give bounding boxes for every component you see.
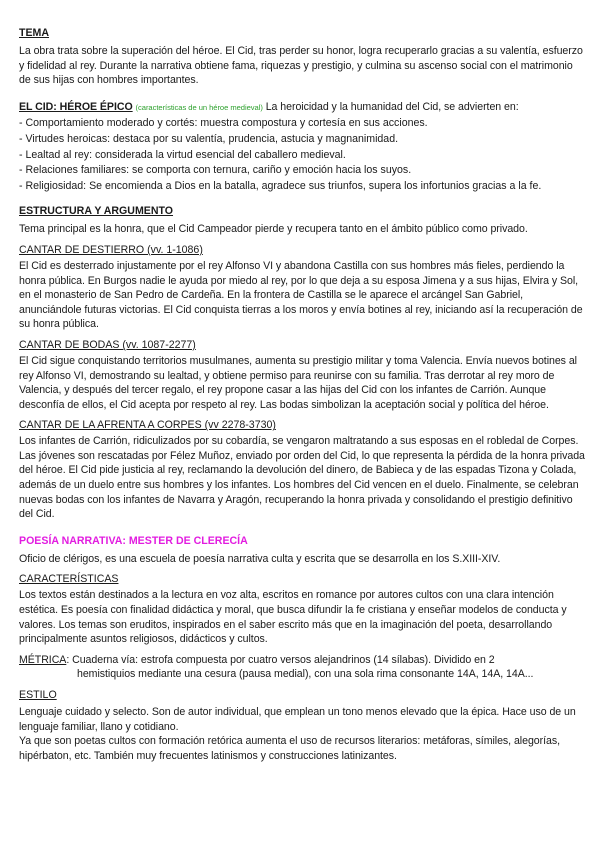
metrica-line-2: hemistiquios mediante una cesura (pausa medial), con una sola rima consonante 14A, 14A, 14A... <box>77 668 534 681</box>
mester-heading: POESÍA NARRATIVA: MESTER DE CLERECÍA <box>19 534 248 547</box>
heroe-item: - Comportamiento moderado y cortés: muestra compostura y cortesía en sus acciones. <box>19 117 428 130</box>
document-page <box>19 26 585 763</box>
metrica-line <box>19 653 585 668</box>
cantar-text: El Cid es desterrado injustamente por el rey Alfonso VI y abandona Castilla con sus hombres más fieles, perdiendo la honra pública. En Burgos nadie le ayuda por miedo al rey, por lo que deja a su esposa Jimena y a sus hijas, Elvira y Sol, en el monasterio de San Pedro de Cardeña. En la frontera de Castilla se le aparece el arcángel San Gabriel, anunciándole futuras victorias. El Cid conquista tierras a los moros y envía botines al rey, iniciando así la recuperación de su honra pública. <box>19 259 583 331</box>
cantar-text: Los infantes de Carrión, ridiculizados por su cobardía, se vengaron maltratando a sus esposas en el robledal de Corpes. Las jóvenes son rescatadas por Félez Muñoz, enviado por orden del Cid, lo que representa la pérdida de la honra privada del héroe. El Cid pide justicia al rey, reclamando la devolución del dinero, de Babieca y de las espadas Tizona y Colada, además de un duelo entre sus hombres y los infantes. Los hombres del Cid vencen en el duelo. Finalmente, se celebran nuevas bodas con los infantes de Navarra y Aragón, recuperando la honra privada y consolidando el prestigio definitivo del Cid. <box>19 435 585 521</box>
heroe-intro: La heroicidad y la humanidad del Cid, se advierten en: <box>262 100 519 113</box>
caracteristicas-title: CARACTERÍSTICAS <box>19 573 119 586</box>
metrica-text: : Cuaderna vía: estrofa compuesta por cuatro versos alejandrinos (14 sílabas). Dividido en 2 <box>66 653 495 666</box>
heroe-item: - Religiosidad: Se encomienda a Dios en la batalla, agradece sus triunfos, supera los infortunios gracias a la fe. <box>19 179 542 192</box>
mester-intro: Oficio de clérigos, es una escuela de poesía narrativa culta y escrita que se desarrolla en los S.XIII-XIV. <box>19 552 501 565</box>
heroe-heading: EL CID: HÉROE ÉPICO <box>19 100 133 113</box>
heroe-item: - Relaciones familiares: se comporta con ternura, cariño y emoción hacia los suyos. <box>19 164 412 177</box>
tema-heading: TEMA <box>19 27 50 39</box>
heroe-intro-line <box>19 100 585 116</box>
caracteristicas-text: Los textos están destinados a la lectura en voz alta, escritos en romance por autores cultos con una clara intención estética. Es poesía con finalidad didáctica y moral, que busca difundir la fe cristiana y enseñar modelos de conducta y valores. Los temas son eruditos, inspirados en el saber escrito más que en la imaginación del poeta, desarrollando principalmente asuntos religiosos, didácticos y cultos. <box>19 589 567 646</box>
estructura-intro: Tema principal es la honra, que el Cid Campeador pierde y recupera tanto en el ámbito público como privado. <box>19 223 528 236</box>
heroe-item: - Lealtad al rey: considerada la virtud esencial del caballero medieval. <box>19 148 346 161</box>
heroe-note: (características de un héroe medieval) <box>135 102 263 112</box>
estilo-text: Ya que son poetas cultos con formación retórica aumenta el uso de recursos literarios: metáforas, símiles, alegorías, hipérbaton, etc. También muy frecuentes latinismos y construcciones latinizantes. <box>19 735 560 762</box>
estilo-text: Lenguaje cuidado y selecto. Son de autor individual, que emplean un tono menos elevado que la épica. Hace uso de un lenguaje familiar, llano y cotidiano. <box>19 706 576 733</box>
cantar-title: CANTAR DE DESTIERRO (vv. 1-1086) <box>19 243 203 256</box>
metrica-title: MÉTRICA <box>19 653 67 666</box>
cantar-title: CANTAR DE LA AFRENTA A CORPES (vv 2278-3730) <box>19 419 276 432</box>
cantar-title: CANTAR DE BODAS (vv. 1087-2277) <box>19 338 196 351</box>
estilo-title: ESTILO <box>19 689 57 701</box>
cantar-text: El Cid sigue conquistando territorios musulmanes, aumenta su prestigio militar y toma Valencia. Envía nuevos botines al rey Alfonso VI, demostrando su lealtad, y obtiene permiso para reunirse con su familia. Tras derrotar al rey moro de Valencia, y después del tercer regalo, el rey propone casar a las hijas del Cid con los infantes de Carrión. Aunque desconfía de ellos, el Cid acepta por respeto al rey. Las bodas simbolizan la aceptación social y política del héroe. <box>19 354 577 411</box>
estructura-heading: ESTRUCTURA Y ARGUMENTO <box>19 205 174 218</box>
heroe-item: - Virtudes heroicas: destaca por su valentía, prudencia, astucia y magnanimidad. <box>19 132 399 145</box>
tema-paragraph: La obra trata sobre la superación del héroe. El Cid, tras perder su honor, logra recuperarlo gracias a su valentía, esfuerzo y fidelidad al rey. Durante la narrativa obtiene fama, riquezas y prestigio, y culmina su ascenso social con el matrimonio de sus hijas con hombres importantes. <box>19 45 583 87</box>
